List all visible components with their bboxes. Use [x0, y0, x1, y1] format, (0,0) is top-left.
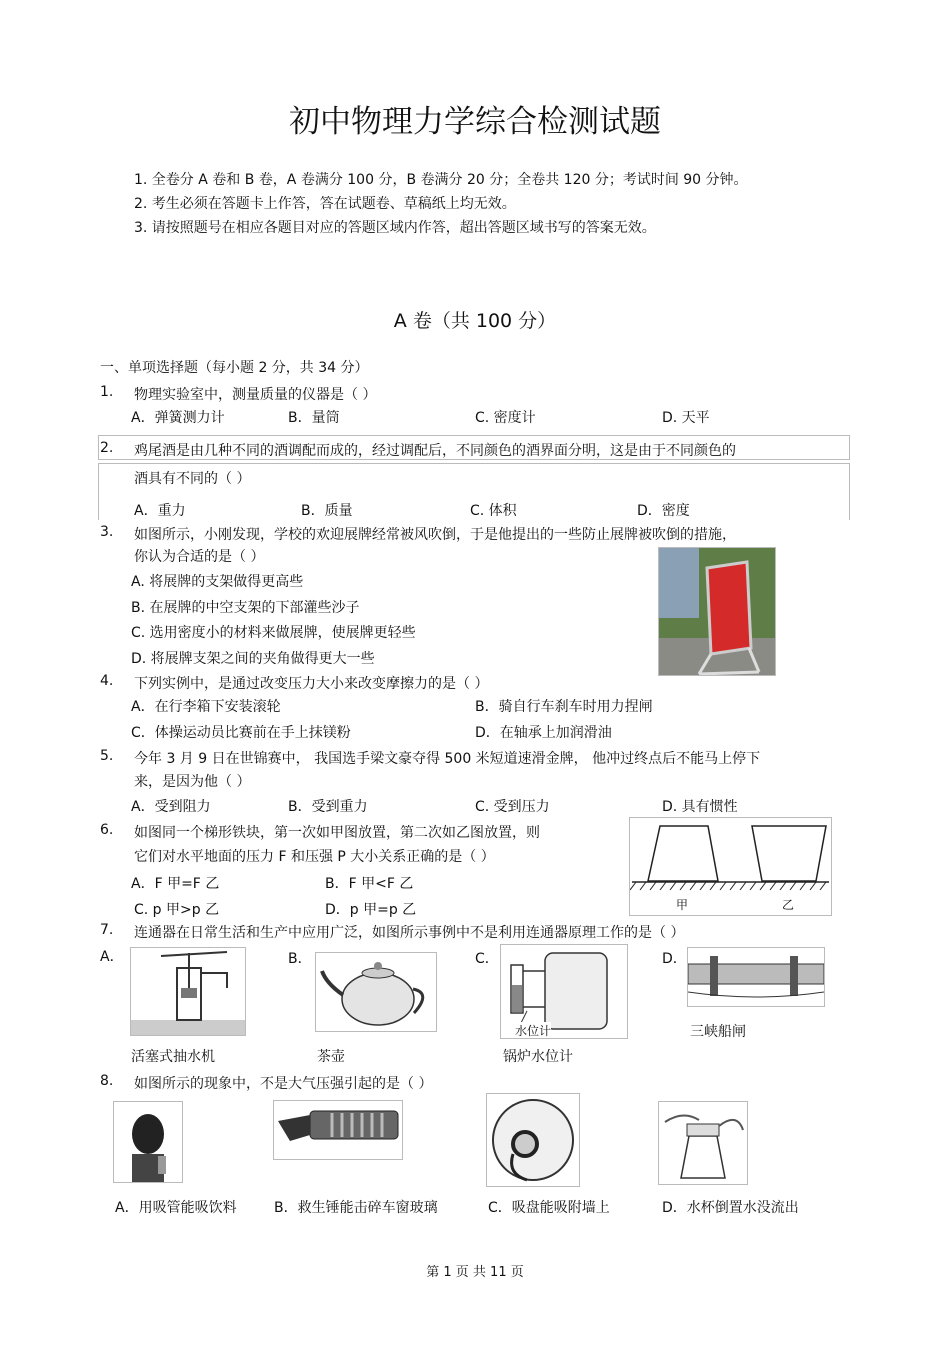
q8-hammer-figure	[273, 1100, 403, 1160]
section-title: A 卷（共 100 分）	[393, 310, 557, 332]
q5-option-d: D. 具有惯性	[662, 799, 738, 815]
q6-number: 6.	[100, 822, 114, 838]
q7-shiplock-figure	[687, 947, 825, 1007]
q6-option-b: B．F 甲<F 乙	[325, 876, 414, 892]
q2-option-d: D．密度	[637, 503, 690, 519]
q8-suction-cup-figure	[486, 1093, 580, 1187]
q1-stem: 物理实验室中，测量质量的仪器是（ ）	[134, 387, 377, 403]
q7-caption-d: 三峡船闸	[690, 1024, 746, 1040]
q1-number: 1.	[100, 384, 114, 400]
q4-option-c: C．体操运动员比赛前在手上抹镁粉	[131, 725, 351, 741]
q5-number: 5.	[100, 748, 114, 764]
q7-teapot-figure	[315, 952, 437, 1032]
q7-letter-d: D．	[662, 951, 687, 967]
q6-option-d: D．p 甲=p 乙	[325, 902, 417, 918]
q3-option-c: C. 选用密度小的材料来做展牌，使展牌更轻些	[131, 625, 416, 641]
part1-heading: 一、单项选择题（每小题 2 分，共 34 分）	[100, 360, 369, 376]
q6-stem: 如图同一个梯形铁块，第一次如甲图放置，第二次如乙图放置，则	[134, 825, 540, 841]
q8-number: 8.	[100, 1073, 114, 1089]
q4-number: 4.	[100, 673, 114, 689]
q1-option-c: C. 密度计	[475, 410, 536, 426]
q6-label-yi: 乙	[782, 898, 795, 912]
q4-option-a: A．在行李箱下安装滚轮	[131, 699, 281, 715]
q2-option-c: C. 体积	[470, 503, 517, 519]
q7-caption-b: 茶壶	[317, 1049, 345, 1065]
q5-stem-cont: 来，是因为他（ ）	[134, 774, 251, 790]
q3-option-d: D. 将展牌支架之间的夹角做得更大一些	[131, 651, 375, 667]
q6-label-jia: 甲	[676, 898, 689, 912]
q5-option-c: C. 受到压力	[475, 799, 550, 815]
q8-caption-d: D．水杯倒置水没流出	[662, 1200, 799, 1216]
q4-option-d: D．在轴承上加润滑油	[475, 725, 612, 741]
q7-pump-figure	[130, 947, 246, 1036]
q5-option-b: B．受到重力	[288, 799, 368, 815]
q6-stem-cont: 它们对水平地面的压力 F 和压强 P 大小关系正确的是（ ）	[134, 849, 495, 865]
q7-number: 7.	[100, 922, 114, 938]
q2-option-a: A．重力	[134, 503, 186, 519]
instruction-2: 2. 考生必须在答题卡上作答，答在试题卷、草稿纸上均无效。	[134, 196, 516, 212]
q6-option-c: C. p 甲>p 乙	[134, 902, 220, 918]
instruction-1: 1. 全卷分 A 卷和 B 卷，A 卷满分 100 分，B 卷满分 20 分；全卷共 120 分；考试时间 90 分钟。	[134, 172, 748, 188]
q1-option-b: B．量筒	[288, 410, 340, 426]
q2-stem-cont: 酒具有不同的（ ）	[134, 471, 251, 487]
q3-stem: 如图所示，小刚发现，学校的欢迎展牌经常被风吹倒，于是他提出的一些防止展牌被吹倒的措施，	[134, 527, 736, 543]
q8-caption-b: B．救生锤能击碎车窗玻璃	[274, 1200, 438, 1216]
q5-option-a: A．受到阻力	[131, 799, 211, 815]
q3-option-b: B. 在展牌的中空支架的下部灌些沙子	[131, 600, 360, 616]
q8-inverted-cup-figure	[658, 1101, 748, 1185]
q6-option-a: A．F 甲=F 乙	[131, 876, 220, 892]
page-footer: 第 1 页 共 11 页	[426, 1265, 524, 1280]
q7-boiler-figure	[500, 944, 628, 1039]
q7-letter-a: A．	[100, 949, 124, 965]
q2-number: 2.	[100, 440, 114, 456]
q7-letter-c: C．	[475, 951, 499, 967]
q3-stem-cont: 你认为合适的是（ ）	[134, 549, 265, 565]
q2-option-b: B．质量	[301, 503, 353, 519]
q4-option-b: B．骑自行车刹车时用力捏闸	[475, 699, 653, 715]
q8-straw-figure	[113, 1101, 183, 1183]
q7-letter-b: B．	[288, 951, 312, 967]
q7-caption-a: 活塞式抽水机	[131, 1049, 215, 1065]
q3-number: 3.	[100, 524, 114, 540]
q2-stem: 鸡尾酒是由几种不同的酒调配而成的，经过调配后，不同颜色的酒界面分明，这是由于不同颜色的	[134, 443, 736, 459]
q1-option-a: A．弹簧测力计	[131, 410, 225, 426]
q4-stem: 下列实例中，是通过改变压力大小来改变摩擦力的是（ ）	[134, 676, 489, 692]
q1-option-d: D. 天平	[662, 410, 710, 426]
q3-option-a: A. 将展牌的支架做得更高些	[131, 574, 304, 590]
q7-caption-c: 锅炉水位计	[503, 1049, 573, 1065]
q8-stem: 如图所示的现象中，不是大气压强引起的是（ ）	[134, 1076, 433, 1092]
q7-water-gauge-label: 水位计	[515, 1024, 552, 1038]
q3-sign-photo	[658, 547, 776, 676]
q8-caption-a: A．用吸管能吸饮料	[115, 1200, 237, 1216]
q6-trapezoid-figure	[629, 817, 832, 916]
page-title: 初中物理力学综合检测试题	[289, 104, 661, 140]
q8-caption-c: C．吸盘能吸附墙上	[488, 1200, 610, 1216]
instruction-3: 3. 请按照题号在相应各题目对应的答题区域内作答，超出答题区域书写的答案无效。	[134, 220, 656, 236]
q5-stem: 今年 3 月 9 日在世锦赛中， 我国选手梁文豪夺得 500 米短道速滑金牌， 他冲过终点后不能马上停下	[134, 751, 761, 767]
q7-stem: 连通器在日常生活和生产中应用广泛，如图所示事例中不是利用连通器原理工作的是（ ）	[134, 925, 685, 941]
